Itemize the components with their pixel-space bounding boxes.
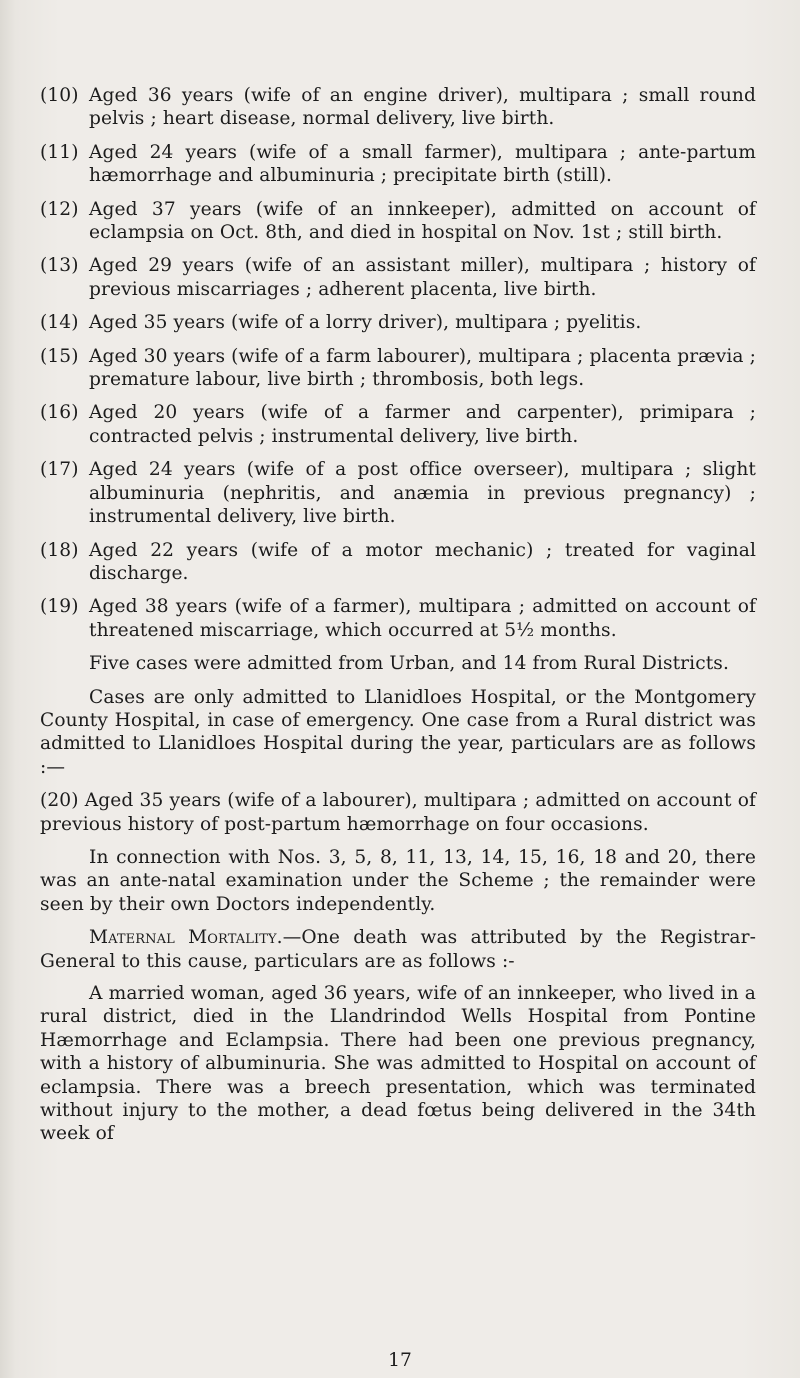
case-entry-10	[40, 84, 756, 131]
case-text: Aged 37 years (wife of an innkeeper), admitted on account of eclampsia on Oct. 8th, and died in hospital on Nov. 1st ; still birth.	[89, 198, 756, 244]
case-number: (11)	[40, 141, 79, 163]
case-text: Aged 29 years (wife of an assistant miller), multipara ; history of previous miscarriages ; adherent placenta, live birth.	[89, 255, 756, 300]
case-text: Aged 38 years (wife of a farmer), multipara ; admitted on account of threatened miscarriage, which occurred at 5½ months.	[89, 596, 756, 641]
case-entry-18	[40, 539, 756, 586]
case-text: Aged 35 years (wife of a lorry driver), multipara ; pyelitis.	[89, 312, 642, 334]
case-entry-20: (20) Aged 35 years (wife of a labourer), multipara ; admitted on account of previous history of post-partum hæmorrhage on four occasions.	[40, 790, 756, 835]
case-entry-15	[40, 345, 756, 392]
case-text: Aged 20 years (wife of a farmer and carpenter), primipara ; contracted pelvis ; instrumental delivery, live birth.	[89, 402, 756, 447]
case-text: Aged 24 years (wife of a post office overseer), multipara ; slight albuminuria (nephritis, and anæmia in previous pregnancy) ; instrumental delivery, live birth.	[89, 459, 756, 528]
case-number: (14)	[40, 312, 79, 334]
case-entry-14	[40, 311, 756, 334]
case-entry-16	[40, 401, 756, 448]
case-entry-13	[40, 254, 756, 301]
case-number: (15)	[40, 345, 79, 367]
case-number: (13)	[40, 255, 79, 277]
emergency-admission-paragraph: Cases are only admitted to Llanidloes Hospital, or the Montgomery County Hospital, in case of emergency. One case from a Rural district was admitted to Llanidloes Hospital during the year, particulars are as follows :—	[40, 686, 756, 778]
case-entry-11	[40, 141, 756, 188]
case-number: (10)	[40, 85, 79, 106]
case-entry-19	[40, 595, 756, 642]
maternal-mortality-text: —One death was attributed by the Registrar-General to this cause, particulars are as follows :-	[40, 927, 756, 972]
urban-rural-paragraph: Five cases were admitted from Urban, and 14 from Rural Districts.	[89, 653, 729, 675]
body-text	[40, 84, 756, 1156]
case-number: (16)	[40, 402, 79, 424]
ante-natal-paragraph: In connection with Nos. 3, 5, 8, 11, 13, 14, 15, 16, 18 and 20, there was an ante-natal examination under the Scheme ; the remainder were seen by their own Doctors independently.	[40, 846, 756, 915]
case-number: (19)	[40, 596, 79, 618]
death-details-paragraph: A married woman, aged 36 years, wife of an innkeeper, who lived in a rural district, died in the Llandrindod Wells Hospital from Pontine Hæmorrhage and Eclampsia. There had been one previous pregnancy, with a history of albuminuria. She was admitted to Hospital on account of eclampsia. There was a breech presentation, which was terminated without injury to the mother, a dead fœtus being delivered in the 34th week of	[40, 983, 756, 1145]
maternal-mortality-paragraph	[40, 926, 756, 973]
case-entry-12	[40, 198, 756, 245]
maternal-mortality-heading: Maternal Mortality.	[89, 927, 283, 949]
case-number: (18)	[40, 539, 79, 561]
page-number: 17	[388, 1350, 412, 1371]
case-number: (17)	[40, 459, 79, 481]
case-number: (12)	[40, 198, 79, 220]
case-text: Aged 24 years (wife of a small farmer), multipara ; ante-partum hæmorrhage and albuminuria ; precipitate birth (still).	[89, 141, 756, 187]
case-text: Aged 22 years (wife of a motor mechanic) ; treated for vaginal discharge.	[89, 539, 756, 584]
case-entry-17	[40, 458, 756, 528]
case-text: Aged 36 years (wife of an engine driver), multipara ; small round pelvis ; heart disease, normal delivery, live birth.	[89, 85, 756, 130]
case-text: Aged 30 years (wife of a farm labourer), multipara ; placenta prævia ; premature labour, live birth ; thrombosis, both legs.	[89, 345, 756, 391]
